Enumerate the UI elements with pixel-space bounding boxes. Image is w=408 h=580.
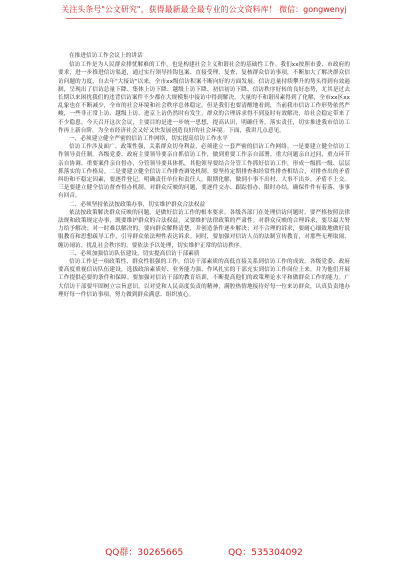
section-heading: 三、必须加强信访队伍建设，切实提高信访干部素质 bbox=[69, 250, 200, 257]
qq-group: QQ群：30265665 bbox=[105, 548, 184, 558]
document-title: 在推进信访工作会议上的讲话 bbox=[69, 53, 143, 59]
header-banner: 关注头条号"公文研究"，获得最新最全最专业的公文资料库！ 微信：gongwenyj bbox=[61, 5, 347, 14]
paragraph: 信访工作是为人民群众排忧解难的工作，也是构建社会主义和谐社会的基础性工作。我们xx按照市委、市政府的要求，进一步推进信访渠道，通过实行领导挂钩包案、直接受理、复查、复核群众信访事项，不断加大了解决群众信访问题的力度，自去年"大接访"以来，全市xx级信访积案不断向好的方面发展，信访总量持续攀升的势头得到有效遏制，呈现出了信访总量下降、集体上访下降、越级上访下降、初信初访下降、信访秩序好转的良好态势，尤其是过去长期以来困扰我们的违背信访案件不少都在大规模集中接访中得到解决，大量的不和谐因素得到了化解，全市xx区xx乱象也在不断减少，全市的社会环境和社会秩序总体稳定，但是我们也要清醒地看到，当前我市信访工作形势依然严峻，一些非正常上访、越级上访、进京上访仍然时有发生，群众的合理诉求得不到及时有效解决，给社会稳定带来了不少隐患。今天召开这次会议，主要目的是进一步统一思想，提高认识，明确任务，落实责任，切实推进我市信访工作再上新台阶，为全市经济社会又好又快发展创造良好的社会环境。下面，我讲几点意见。 bbox=[58, 62, 350, 134]
qq-contact: QQ：535304092 bbox=[228, 548, 303, 558]
paragraph: 信访工作是一项政策性、群众性很强的工作，信访干部素质的高低直接关系到信访工作的成效。各级党委、政府要高度重视信访队伍建设，选拔政治素质好、业务能力强、作风扎实的干部充实到信访工作岗位上来，并为他们开展工作提供必要的条件和保障。要加强对信访干部的教育培训，不断提高他们的政策理论水平和做群众工作的能力。广大信访干部要牢固树立宗旨意识，以对党和人民高度负责的精神，满腔热情地接待好每一位来访群众，认真负责地办理好每一件信访事项，努力做到群众满意、组织放心。 bbox=[58, 259, 350, 298]
paragraph: 依法按政策解决群众反映的问题，是做好信访工作的根本要求。各级各部门在处理信访问题时，要严格按照法律法规和政策规定办事，既要维护群众的合法权益，又要维护法律政策的严肃性。对群众反映的合理诉求，要尽最大努力给予解决；对一时难以解决的，要向群众解释清楚，并创造条件逐步解决；对不合理的诉求，要耐心细致地做好说服教育和思想疏导工作，引导群众依法理性表达诉求。同时，要加强对信访人员的法制宣传教育，对那些无理取闹、缠访闹访、扰乱社会秩序的，要依法予以处理，切实维护正常的信访秩序。 bbox=[58, 209, 350, 249]
footer-contact bbox=[0, 547, 408, 559]
section-heading: 二、必须坚持依法按政策办事，切实维护群众合法权益 bbox=[69, 201, 206, 208]
paragraph: 信访工作涉及面广、政策性强，关系群众切身利益，必须建立一套严密的信访工作网络。一是要建立健全信访工作领导责任制。各级党委、政府主要领导要亲自抓信访工作，做到重要工作亲自部署、重大问题亲自过问、重点环节亲自协调、重要案件亲自督办，分管领导要具体抓，其他领导要结合分管工作抓好信访工作，形成一级抓一级、层层抓落实的工作格局。二是要建立健全信访工作排查调处机制。要坚持定期排查和经常性排查相结合，对排查出的矛盾纠纷和不稳定因素，要逐件登记，明确责任单位和责任人，限期化解，做到小事不出村、大事不出乡、矛盾不上交。三是要建立健全信访督查督办机制。对群众反映的问题，要逐件交办、跟踪督办、限时办结，确保件件有着落、事事有回音。 bbox=[58, 144, 350, 200]
section-heading: 一、必须建立健全严密的信访工作网络，切实提高信访工作水平 bbox=[69, 136, 228, 143]
document-body bbox=[58, 52, 350, 299]
header-divider bbox=[66, 18, 342, 19]
